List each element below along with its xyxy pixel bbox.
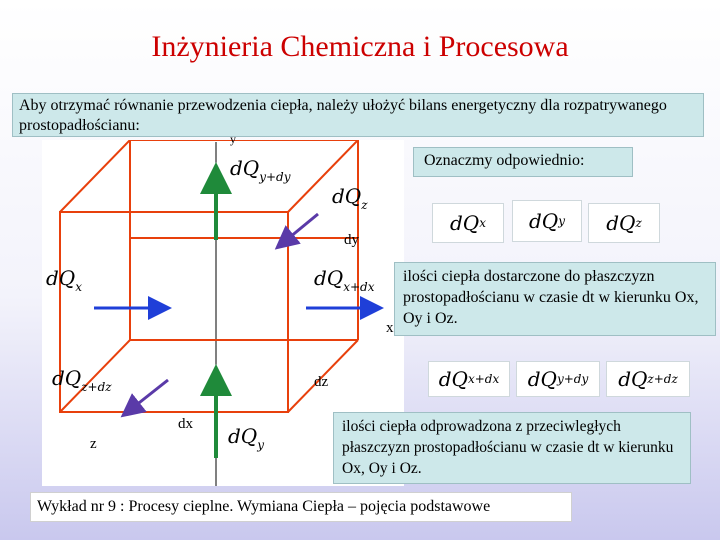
arrow-z-bottom <box>130 380 168 410</box>
term-dqy: dQ y <box>512 200 582 242</box>
intro-text: Aby otrzymać równanie przewodzenia ciepła, należy ułożyć bilans energetyczny dla rozpatrywanego prostopadłościanu: <box>12 93 704 137</box>
slide-title: Inżynieria Chemiczna i Procesowa <box>151 30 569 63</box>
label-dy: dy <box>344 232 359 248</box>
flux-label-y-bottom: $dQ_y$ <box>228 424 264 452</box>
label-dz: dz <box>314 374 329 390</box>
term-dqy-dy: dQ y+dy <box>516 361 600 397</box>
axis-label-y-partial: y <box>230 132 236 146</box>
label-dx: dx <box>178 416 193 432</box>
in-description: ilości ciepła dostarczone do płaszczyzn prostopadłościanu w czasie dt w kierunku Ox, Oy i Oz. <box>394 262 716 336</box>
flux-label-x-left: $dQ_x$ <box>46 266 82 294</box>
flux-label-x-right: $dQ_{x+dx}$ <box>314 266 375 294</box>
note-title: Oznaczmy odpowiednio: <box>413 147 633 177</box>
term-dqz: dQ z <box>588 203 660 243</box>
cube-edge-tl <box>60 140 130 212</box>
flux-label-z-bottom: $dQ_{z+dz}$ <box>52 366 112 394</box>
axis-label-z: z <box>90 436 97 452</box>
footer-text: Wykład nr 9 : Procesy cieplne. Wymiana Ciepła – pojęcia podstawowe <box>30 492 572 522</box>
flux-label-y-top: $dQ_{y+dy}$ <box>230 156 291 184</box>
term-dqx: dQ x <box>432 203 504 243</box>
cube-back-face <box>130 140 358 238</box>
term-dqx-dx: dQ x+dx <box>428 361 510 397</box>
axis-label-x: x <box>386 320 394 336</box>
out-description: ilości ciepła odprowadzona z przeciwległych płaszczyzn prostopadłościanu w czasie dt w kierunku Ox, Oy i Oz. <box>333 412 691 484</box>
flux-label-z-top: $dQ_z$ <box>332 184 368 212</box>
term-dqz-dz: dQ z+dz <box>606 361 690 397</box>
